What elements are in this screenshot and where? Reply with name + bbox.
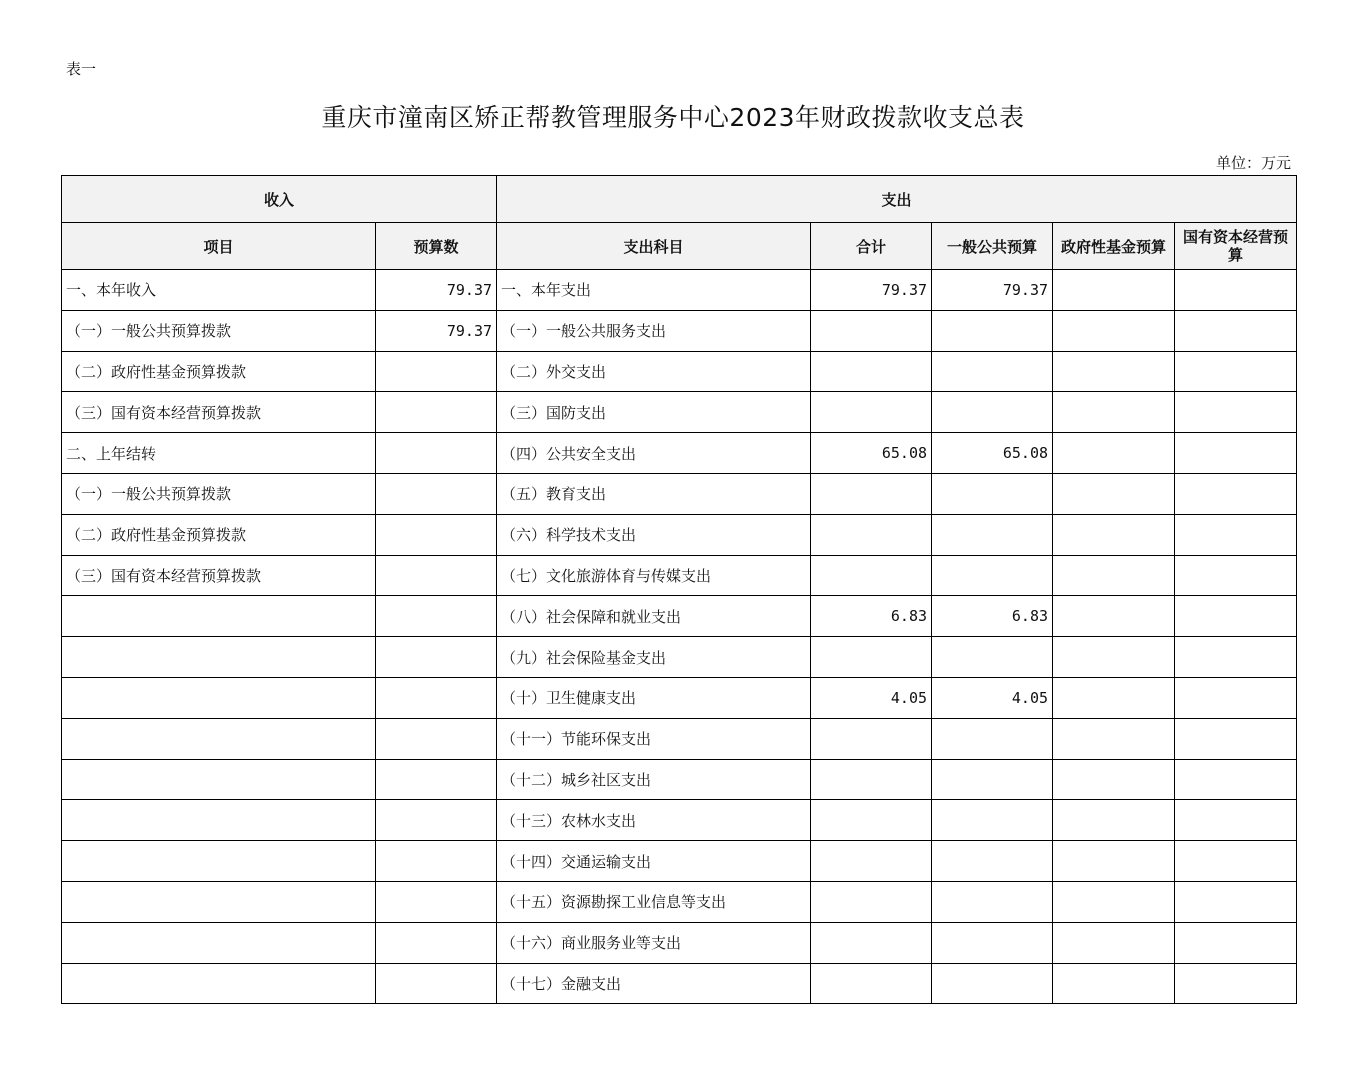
state-capital-cell (1175, 718, 1297, 759)
income-item-cell: 一、本年收入 (62, 270, 376, 311)
income-budget-cell (376, 963, 497, 1004)
income-item-cell (62, 718, 376, 759)
col-state-capital-header: 国有资本经营预算 (1175, 223, 1297, 270)
state-capital-cell (1175, 759, 1297, 800)
income-budget-cell (376, 433, 497, 474)
income-budget-cell (376, 677, 497, 718)
table-row (62, 637, 1297, 678)
general-budget-cell (932, 718, 1053, 759)
income-budget-cell (376, 514, 497, 555)
income-budget-cell (376, 596, 497, 637)
income-item-cell (62, 596, 376, 637)
general-budget-cell (932, 351, 1053, 392)
state-capital-cell (1175, 963, 1297, 1004)
unit-label: 单位：万元 (1215, 154, 1291, 172)
general-budget-cell (932, 637, 1053, 678)
table-row (62, 473, 1297, 514)
income-budget-cell (376, 718, 497, 759)
expenditure-total-cell: 79.37 (811, 270, 932, 311)
income-item-cell (62, 841, 376, 882)
state-capital-cell (1175, 392, 1297, 433)
state-capital-cell (1175, 555, 1297, 596)
expenditure-subject-cell: （四）公共安全支出 (497, 433, 811, 474)
gov-fund-cell (1053, 841, 1175, 882)
expenditure-total-cell (811, 718, 932, 759)
expenditure-subject-cell: （九）社会保险基金支出 (497, 637, 811, 678)
general-budget-cell (932, 392, 1053, 433)
expenditure-total-cell (811, 800, 932, 841)
expenditure-total-cell (811, 881, 932, 922)
expenditure-subject-cell: （十四）交通运输支出 (497, 841, 811, 882)
table-row (62, 270, 1297, 311)
general-budget-cell (932, 800, 1053, 841)
income-budget-cell (376, 922, 497, 963)
expenditure-total-cell (811, 310, 932, 351)
table-row (62, 433, 1297, 474)
state-capital-cell (1175, 270, 1297, 311)
expenditure-total-cell (811, 637, 932, 678)
income-item-cell: （三）国有资本经营预算拨款 (62, 392, 376, 433)
gov-fund-cell (1053, 433, 1175, 474)
income-item-cell (62, 759, 376, 800)
expenditure-subject-cell: （十三）农林水支出 (497, 800, 811, 841)
state-capital-cell (1175, 841, 1297, 882)
table-row (62, 718, 1297, 759)
table-row (62, 963, 1297, 1004)
income-item-cell: （三）国有资本经营预算拨款 (62, 555, 376, 596)
income-budget-cell (376, 800, 497, 841)
gov-fund-cell (1053, 922, 1175, 963)
state-capital-cell (1175, 433, 1297, 474)
expenditure-subject-cell: （十二）城乡社区支出 (497, 759, 811, 800)
income-budget-cell (376, 351, 497, 392)
income-budget-cell (376, 881, 497, 922)
expenditure-subject-cell: （二）外交支出 (497, 351, 811, 392)
gov-fund-cell (1053, 555, 1175, 596)
general-budget-cell: 65.08 (932, 433, 1053, 474)
expenditure-total-cell (811, 351, 932, 392)
state-capital-cell (1175, 514, 1297, 555)
state-capital-cell (1175, 922, 1297, 963)
income-budget-cell: 79.37 (376, 270, 497, 311)
table-row (62, 841, 1297, 882)
table-row (62, 759, 1297, 800)
expenditure-total-cell (811, 759, 932, 800)
general-budget-cell (932, 555, 1053, 596)
expenditure-header: 支出 (497, 176, 1297, 223)
expenditure-subject-cell: （七）文化旅游体育与传媒支出 (497, 555, 811, 596)
general-budget-cell (932, 922, 1053, 963)
gov-fund-cell (1053, 392, 1175, 433)
income-item-cell: （二）政府性基金预算拨款 (62, 514, 376, 555)
general-budget-cell (932, 963, 1053, 1004)
col-subject-header: 支出科目 (497, 223, 811, 270)
expenditure-subject-cell: （六）科学技术支出 (497, 514, 811, 555)
general-budget-cell (932, 310, 1053, 351)
gov-fund-cell (1053, 351, 1175, 392)
gov-fund-cell (1053, 514, 1175, 555)
expenditure-total-cell (811, 392, 932, 433)
state-capital-cell (1175, 637, 1297, 678)
table-body (62, 270, 1297, 1004)
expenditure-subject-cell: （三）国防支出 (497, 392, 811, 433)
page-title: 重庆市潼南区矫正帮教管理服务中心2023年财政拨款收支总表 (321, 103, 1025, 132)
col-total-header: 合计 (811, 223, 932, 270)
state-capital-cell (1175, 881, 1297, 922)
income-item-cell: （二）政府性基金预算拨款 (62, 351, 376, 392)
expenditure-total-cell (811, 555, 932, 596)
expenditure-subject-cell: （十七）金融支出 (497, 963, 811, 1004)
income-item-cell: （一）一般公共预算拨款 (62, 310, 376, 351)
income-budget-cell (376, 841, 497, 882)
expenditure-total-cell (811, 963, 932, 1004)
income-budget-cell: 79.37 (376, 310, 497, 351)
gov-fund-cell (1053, 800, 1175, 841)
table-row (62, 677, 1297, 718)
gov-fund-cell (1053, 270, 1175, 311)
income-item-cell (62, 922, 376, 963)
gov-fund-cell (1053, 637, 1175, 678)
general-budget-cell: 79.37 (932, 270, 1053, 311)
expenditure-total-cell (811, 514, 932, 555)
table-row (62, 555, 1297, 596)
income-item-cell (62, 677, 376, 718)
table-row (62, 392, 1297, 433)
income-budget-cell (376, 392, 497, 433)
state-capital-cell (1175, 596, 1297, 637)
gov-fund-cell (1053, 963, 1175, 1004)
col-gov-fund-header: 政府性基金预算 (1053, 223, 1175, 270)
expenditure-total-cell: 6.83 (811, 596, 932, 637)
expenditure-total-cell (811, 473, 932, 514)
gov-fund-cell (1053, 759, 1175, 800)
general-budget-cell (932, 473, 1053, 514)
budget-table (61, 175, 1297, 1004)
gov-fund-cell (1053, 310, 1175, 351)
expenditure-subject-cell: （十五）资源勘探工业信息等支出 (497, 881, 811, 922)
state-capital-cell (1175, 351, 1297, 392)
table-label: 表一 (66, 60, 97, 78)
income-budget-cell (376, 637, 497, 678)
expenditure-total-cell: 4.05 (811, 677, 932, 718)
table-row (62, 800, 1297, 841)
col-general-header: 一般公共预算 (932, 223, 1053, 270)
expenditure-subject-cell: （十）卫生健康支出 (497, 677, 811, 718)
table-row (62, 922, 1297, 963)
table-row (62, 351, 1297, 392)
state-capital-cell (1175, 310, 1297, 351)
income-budget-cell (376, 759, 497, 800)
state-capital-cell (1175, 800, 1297, 841)
expenditure-subject-cell: （一）一般公共服务支出 (497, 310, 811, 351)
general-budget-cell (932, 881, 1053, 922)
income-item-cell (62, 637, 376, 678)
state-capital-cell (1175, 473, 1297, 514)
table-row (62, 514, 1297, 555)
income-item-cell: 二、上年结转 (62, 433, 376, 474)
expenditure-subject-cell: 一、本年支出 (497, 270, 811, 311)
income-header: 收入 (62, 176, 497, 223)
general-budget-cell (932, 759, 1053, 800)
col-item-header: 项目 (62, 223, 376, 270)
expenditure-subject-cell: （五）教育支出 (497, 473, 811, 514)
gov-fund-cell (1053, 881, 1175, 922)
gov-fund-cell (1053, 718, 1175, 759)
gov-fund-cell (1053, 596, 1175, 637)
expenditure-total-cell (811, 922, 932, 963)
table-row (62, 596, 1297, 637)
income-item-cell: （一）一般公共预算拨款 (62, 473, 376, 514)
state-capital-cell (1175, 677, 1297, 718)
income-budget-cell (376, 473, 497, 514)
expenditure-subject-cell: （十六）商业服务业等支出 (497, 922, 811, 963)
col-budget-header: 预算数 (376, 223, 497, 270)
income-item-cell (62, 881, 376, 922)
gov-fund-cell (1053, 677, 1175, 718)
general-budget-cell (932, 841, 1053, 882)
general-budget-cell: 4.05 (932, 677, 1053, 718)
table-row (62, 881, 1297, 922)
income-item-cell (62, 963, 376, 1004)
income-item-cell (62, 800, 376, 841)
general-budget-cell (932, 514, 1053, 555)
expenditure-subject-cell: （十一）节能环保支出 (497, 718, 811, 759)
general-budget-cell: 6.83 (932, 596, 1053, 637)
expenditure-subject-cell: （八）社会保障和就业支出 (497, 596, 811, 637)
expenditure-total-cell: 65.08 (811, 433, 932, 474)
income-budget-cell (376, 555, 497, 596)
expenditure-total-cell (811, 841, 932, 882)
gov-fund-cell (1053, 473, 1175, 514)
table-row (62, 310, 1297, 351)
